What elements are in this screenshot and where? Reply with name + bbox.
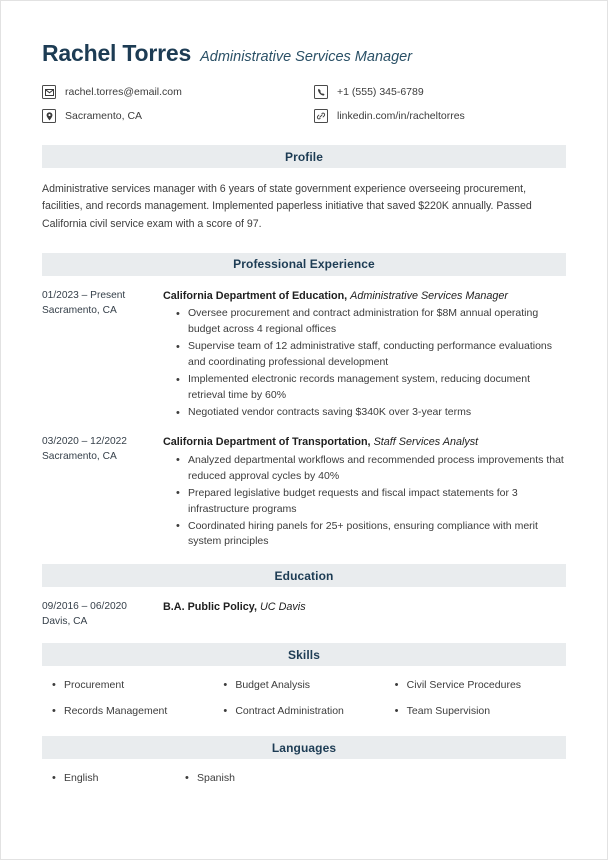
envelope-icon	[42, 85, 56, 99]
education-entry-date: 09/2016 – 06/2020	[42, 601, 127, 613]
experience-entry-heading	[163, 289, 566, 305]
resume-header	[42, 41, 566, 66]
section-title-skills: Skills	[288, 647, 320, 662]
experience-entry-meta	[42, 289, 163, 422]
candidate-job-title: Administrative Services Manager	[200, 49, 413, 65]
contact-info	[42, 85, 566, 123]
experience-entry-bullets	[163, 306, 566, 421]
section-bar-profile	[42, 145, 566, 168]
experience-entry-body	[163, 289, 566, 422]
language-item: • Spanish	[185, 772, 566, 786]
list-item: • Analyzed departmental workflows and recommended process improvements that reduced approval cycles by 40%	[176, 453, 566, 485]
experience-entry	[42, 435, 566, 551]
experience-entry	[42, 289, 566, 422]
language-item: • English	[52, 772, 185, 786]
skill-item: • Team Supervision	[395, 705, 566, 719]
experience-entry-location: Sacramento, CA	[42, 450, 117, 462]
skill-item: • Contract Administration	[223, 705, 394, 719]
contact-phone[interactable]	[314, 85, 566, 99]
education-entry-school: UC Davis	[260, 601, 306, 614]
list-item: • Supervise team of 12 administrative staff, conducting performance evaluations and coordinating professional development	[176, 339, 566, 371]
experience-entry-body	[163, 435, 566, 551]
experience-entry-organization: California Department of Education,	[163, 289, 348, 302]
list-item: • Implemented electronic records management system, reducing document retrieval time by 60%	[176, 372, 566, 404]
section-title-education: Education	[274, 568, 334, 583]
education-entry	[42, 600, 566, 630]
contact-email[interactable]	[42, 85, 314, 99]
list-item: • Negotiated vendor contracts saving $340K over 3-year terms	[176, 405, 566, 421]
contact-linkedin[interactable]	[314, 109, 566, 123]
section-bar-education	[42, 564, 566, 587]
education-entry-location: Davis, CA	[42, 616, 88, 628]
skill-item: • Budget Analysis	[223, 679, 394, 693]
phone-icon	[314, 85, 328, 99]
education-entry-heading	[163, 600, 566, 616]
section-bar-experience	[42, 253, 566, 276]
link-icon	[314, 109, 328, 123]
contact-location-text: Sacramento, CA	[65, 110, 143, 122]
skill-item: • Civil Service Procedures	[395, 679, 566, 693]
experience-entry-date: 03/2020 – 12/2022	[42, 436, 127, 448]
education-entry-body	[163, 600, 566, 630]
experience-entry-bullets	[163, 453, 566, 551]
contact-phone-text: +1 (555) 345-6789	[337, 86, 424, 98]
experience-entry-role: Administrative Services Manager	[350, 289, 508, 302]
experience-list	[42, 289, 566, 552]
list-item: • Coordinated hiring panels for 25+ positions, ensuring compliance with merit system principles	[176, 519, 566, 551]
experience-entry-organization: California Department of Transportation,	[163, 436, 371, 449]
experience-entry-meta	[42, 435, 163, 551]
list-item: • Prepared legislative budget requests and fiscal impact statements for 3 infrastructure programs	[176, 486, 566, 518]
profile-summary-text: Administrative services manager with 6 years of state government experience overseeing procurement, facilities, and records management. Implemented paperless initiative that saved $220K annually. Passed California civil service exam with a score of 97.	[42, 183, 532, 230]
experience-entry-heading	[163, 435, 566, 451]
experience-entry-date: 01/2023 – Present	[42, 289, 126, 301]
experience-entry-role: Staff Services Analyst	[373, 436, 479, 449]
skills-list	[42, 679, 566, 718]
section-bar-languages	[42, 736, 566, 759]
list-item: • Oversee procurement and contract administration for $8M annual operating budget across 4 regional offices	[176, 306, 566, 338]
section-title-profile: Profile	[284, 149, 324, 164]
section-title-languages: Languages	[271, 740, 337, 755]
experience-entry-location: Sacramento, CA	[42, 304, 117, 316]
skill-item: • Records Management	[52, 705, 223, 719]
section-bar-skills	[42, 643, 566, 666]
contact-email-text: rachel.torres@email.com	[65, 86, 182, 98]
candidate-name: Rachel Torres	[42, 40, 192, 66]
location-pin-icon	[42, 109, 56, 123]
section-title-experience: Professional Experience	[233, 257, 375, 272]
education-entry-meta	[42, 600, 163, 630]
contact-linkedin-text: linkedin.com/in/racheltorres	[337, 110, 465, 122]
skill-item: • Procurement	[52, 679, 223, 693]
languages-list	[42, 772, 566, 786]
education-list	[42, 600, 566, 630]
contact-location[interactable]	[42, 109, 314, 123]
education-entry-degree: B.A. Public Policy,	[163, 601, 257, 614]
